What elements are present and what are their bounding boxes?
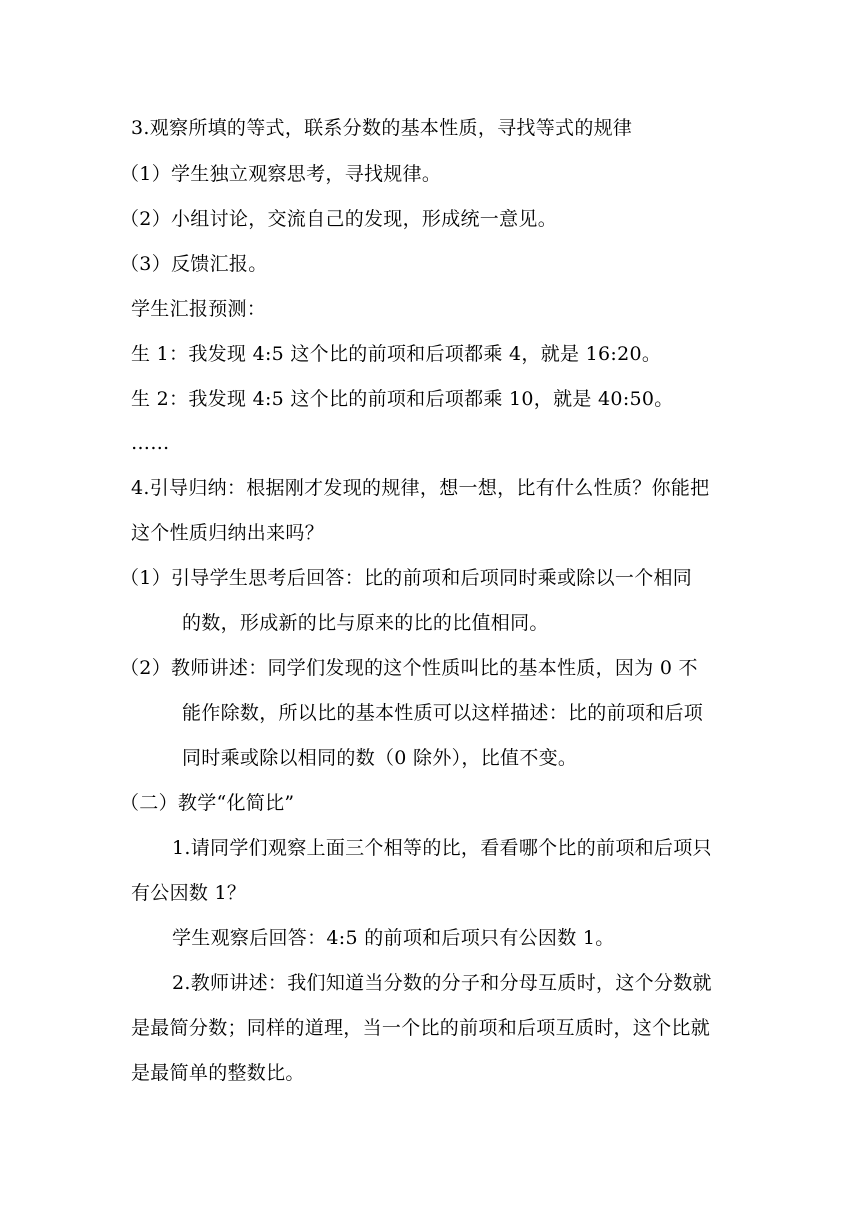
step-3-item-1: （1）学生独立观察思考，寻找规律。 (120, 163, 442, 185)
student-observation: 学生观察后回答：4:5 的前项和后项只有公因数 1。 (172, 927, 615, 949)
step-3-item-2: （2）小组讨论，交流自己的发现，形成统一意见。 (120, 208, 557, 230)
step-4-item-2-cont-2: 同时乘或除以相同的数（0 除外），比值不变。 (182, 747, 578, 769)
section-2-step-2-cont-1: 是最简分数；同样的道理，当一个比的前项和后项互质时，这个比就 (131, 1017, 711, 1039)
student-2-answer: 生 2：我发现 4:5 这个比的前项和后项都乘 10，就是 40:50。 (131, 388, 674, 410)
step-3-item-3: （3）反馈汇报。 (120, 253, 268, 275)
step-3-heading: 3.观察所填的等式，联系分数的基本性质，寻找等式的规律 (131, 117, 633, 139)
step-4-item-1: （1）引导学生思考后回答：比的前项和后项同时乘或除以一个相同 (120, 567, 693, 589)
step-4-item-2-cont-1: 能作除数，所以比的基本性质可以这样描述：比的前项和后项 (182, 702, 704, 724)
section-2-step-1: 1.请同学们观察上面三个相等的比，看看哪个比的前项和后项只 (172, 837, 712, 859)
section-2-step-2-cont-2: 是最简单的整数比。 (131, 1062, 305, 1084)
ellipsis: …… (131, 432, 170, 454)
section-2-heading: （二）教学“化简比” (120, 792, 295, 814)
section-2-step-2: 2.教师讲述：我们知道当分数的分子和分母互质时，这个分数就 (172, 972, 712, 994)
student-report-label: 学生汇报预测： (131, 298, 267, 320)
step-4-item-1-cont: 的数，形成新的比与原来的比的比值相同。 (182, 612, 549, 634)
step-4-heading: 4.引导归纳：根据刚才发现的规律，想一想，比有什么性质？你能把 (131, 477, 710, 499)
section-2-step-1-cont: 有公因数 1？ (131, 882, 247, 904)
step-4-heading-cont: 这个性质归纳出来吗？ (131, 522, 325, 544)
student-1-answer: 生 1：我发现 4:5 这个比的前项和后项都乘 4，就是 16:20。 (131, 343, 662, 365)
step-4-item-2: （2）教师讲述：同学们发现的这个性质叫比的基本性质，因为 0 不 (120, 657, 698, 679)
